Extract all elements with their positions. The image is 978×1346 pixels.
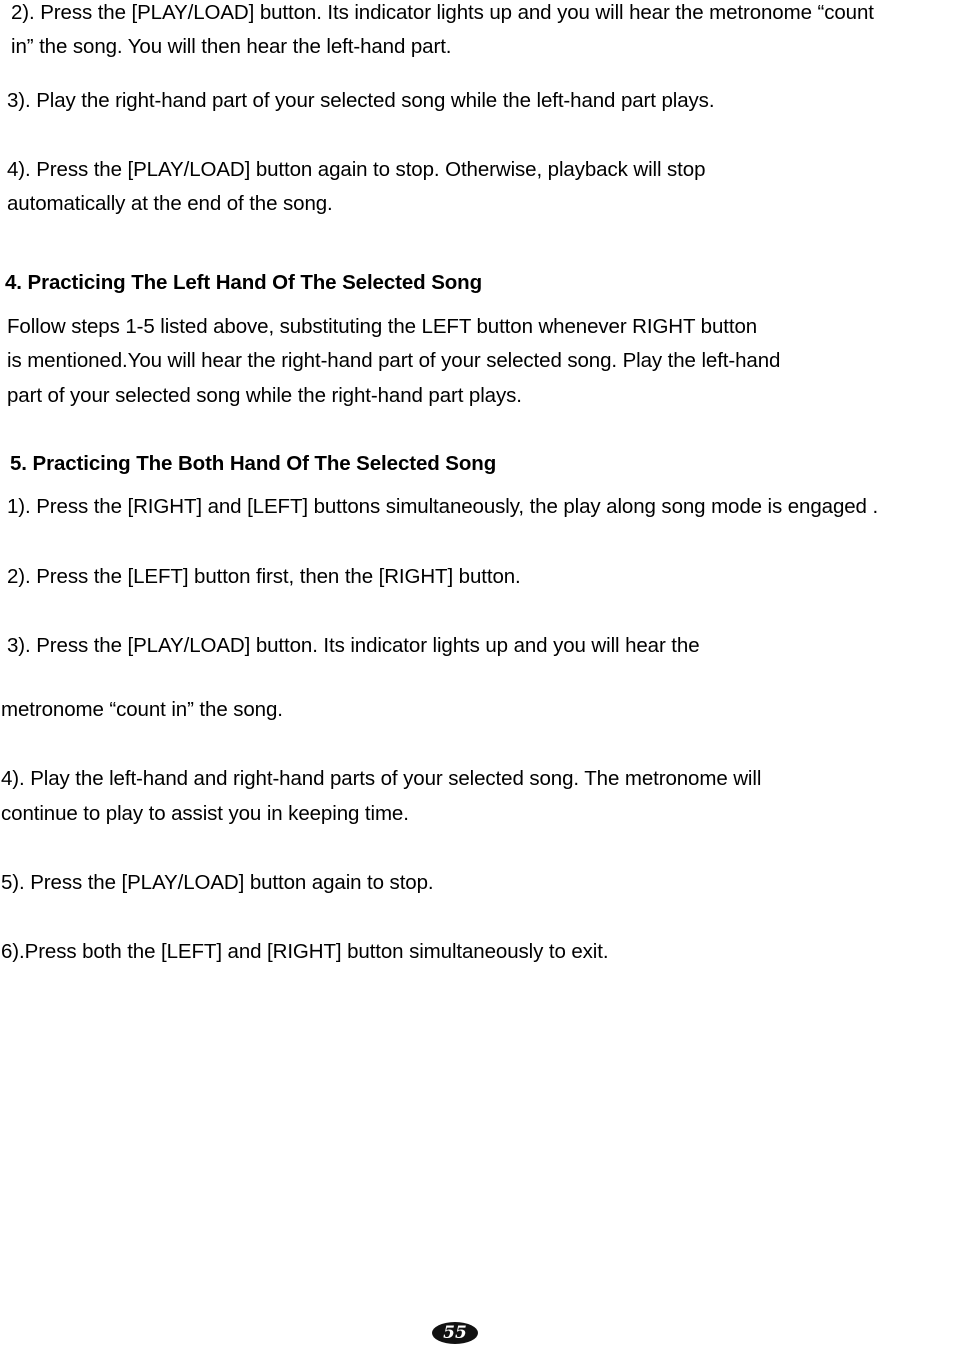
section-5-step-4-line-2: continue to play to assist you in keeping time.: [1, 802, 409, 825]
section-4-line-1: Follow steps 1-5 listed above, substituting the LEFT button whenever RIGHT button: [7, 315, 758, 338]
upper-step-4-line-2: automatically at the end of the song.: [7, 192, 333, 215]
section-5-step-2: 2). Press the [LEFT] button first, then the [RIGHT] button.: [7, 565, 521, 588]
upper-step-3: 3). Play the right-hand part of your selected song while the left-hand part plays.: [7, 89, 715, 112]
upper-step-2-line-1: 2). Press the [PLAY/LOAD] button. Its indicator lights up and you will hear the metronome “count: [11, 1, 874, 24]
section-5-step-6: 6).Press both the [LEFT] and [RIGHT] button simultaneously to exit.: [1, 940, 609, 963]
section-4-line-3: part of your selected song while the right-hand part plays.: [7, 384, 522, 407]
section-5-step-4-line-1: 4). Play the left-hand and right-hand parts of your selected song. The metronome will: [1, 767, 762, 790]
section-5-step-5: 5). Press the [PLAY/LOAD] button again to stop.: [1, 871, 434, 894]
upper-step-2-line-2: in” the song. You will then hear the left-hand part.: [11, 35, 452, 58]
page-number-badge: 55: [432, 1322, 478, 1344]
section-5-step-3-line-2: metronome “count in” the song.: [1, 698, 283, 721]
section-5-step-3-line-1: 3). Press the [PLAY/LOAD] button. Its indicator lights up and you will hear the: [7, 634, 700, 657]
section-5-step-1: 1). Press the [RIGHT] and [LEFT] buttons simultaneously, the play along song mode is engaged .: [7, 495, 879, 518]
section-4-line-2: is mentioned.You will hear the right-hand part of your selected song. Play the left-hand: [7, 349, 781, 372]
section-5-heading: 5. Practicing The Both Hand Of The Selected Song: [10, 452, 497, 475]
section-4-heading: 4. Practicing The Left Hand Of The Selected Song: [5, 271, 483, 294]
upper-step-4-line-1: 4). Press the [PLAY/LOAD] button again to stop. Otherwise, playback will stop: [7, 158, 706, 181]
